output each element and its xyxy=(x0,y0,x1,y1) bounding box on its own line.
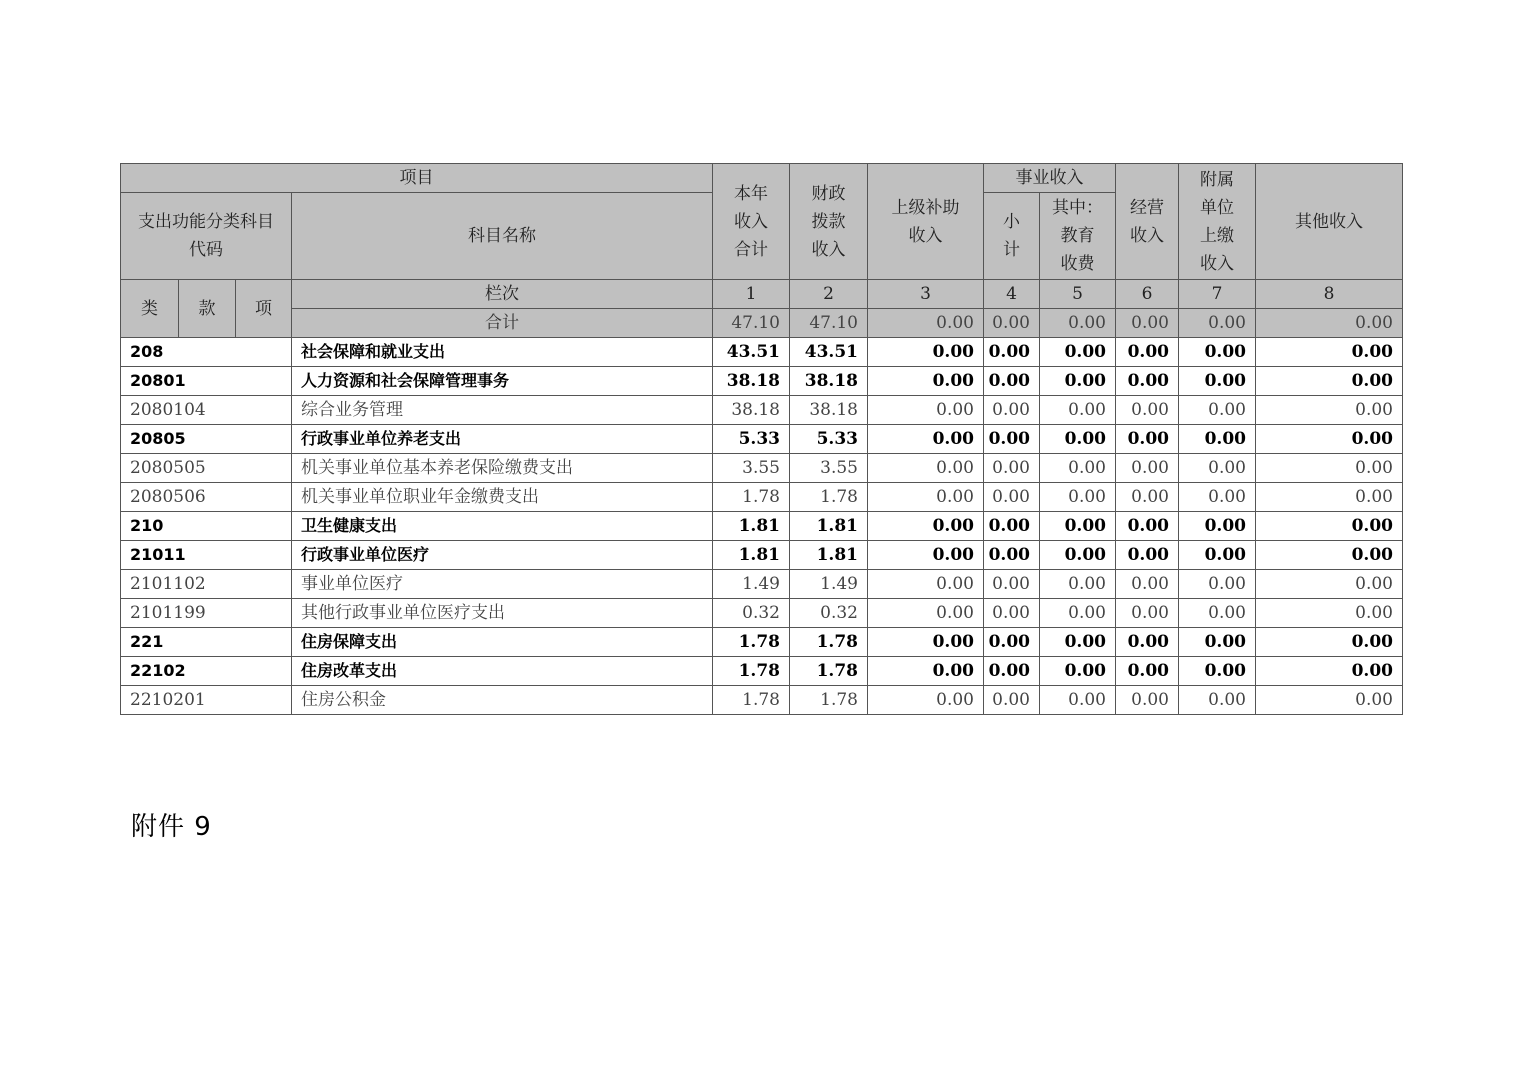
row-value: 0.00 xyxy=(1040,338,1116,367)
row-code: 208 xyxy=(121,338,292,367)
row-subject-name: 行政事业单位养老支出 xyxy=(292,425,713,454)
header-subtotal xyxy=(984,193,1040,280)
header-line: 小 xyxy=(1003,212,1020,232)
header-line: 上级补助 xyxy=(891,197,960,218)
col-number-1: 1 xyxy=(713,280,790,309)
row-code: 2080506 xyxy=(121,483,292,512)
row-value: 1.81 xyxy=(713,512,790,541)
row-value: 0.00 xyxy=(868,425,984,454)
row-value: 0.32 xyxy=(713,599,790,628)
header-kuan: 款 xyxy=(179,280,236,338)
total-value: 0.00 xyxy=(1040,309,1116,338)
row-value: 0.00 xyxy=(1040,686,1116,715)
row-value: 1.78 xyxy=(713,686,790,715)
row-subject-name: 机关事业单位基本养老保险缴费支出 xyxy=(292,454,713,483)
row-value: 0.00 xyxy=(984,338,1040,367)
total-value: 0.00 xyxy=(1179,309,1256,338)
row-value: 0.00 xyxy=(1179,570,1256,599)
row-value: 0.00 xyxy=(1179,367,1256,396)
row-value: 0.00 xyxy=(1040,454,1116,483)
table-row xyxy=(121,454,1403,483)
row-value: 1.78 xyxy=(713,657,790,686)
row-value: 38.18 xyxy=(713,367,790,396)
row-subject-name: 行政事业单位医疗 xyxy=(292,541,713,570)
row-value: 0.00 xyxy=(1116,483,1179,512)
table-row xyxy=(121,657,1403,686)
total-value: 47.10 xyxy=(713,309,790,338)
table-row xyxy=(121,338,1403,367)
total-value: 0.00 xyxy=(1116,309,1179,338)
row-value: 0.00 xyxy=(1040,657,1116,686)
row-value: 0.00 xyxy=(1116,657,1179,686)
row-value: 0.00 xyxy=(1040,512,1116,541)
row-value: 0.00 xyxy=(1116,425,1179,454)
row-value: 0.00 xyxy=(1179,338,1256,367)
row-value: 0.00 xyxy=(1179,541,1256,570)
header-line: 合计 xyxy=(734,239,768,260)
row-code: 2101102 xyxy=(121,570,292,599)
row-value: 0.00 xyxy=(868,599,984,628)
row-value: 0.00 xyxy=(1256,483,1403,512)
header-line: 拨款 xyxy=(811,211,846,232)
income-table xyxy=(120,163,1403,715)
row-value: 0.00 xyxy=(1116,599,1179,628)
row-value: 0.00 xyxy=(984,657,1040,686)
row-value: 0.00 xyxy=(1256,338,1403,367)
row-value: 1.78 xyxy=(713,483,790,512)
row-value: 0.00 xyxy=(1116,628,1179,657)
row-subject-name: 卫生健康支出 xyxy=(292,512,713,541)
row-value: 3.55 xyxy=(713,454,790,483)
row-value: 1.78 xyxy=(790,686,868,715)
header-education-fees xyxy=(1040,193,1116,280)
row-value: 0.00 xyxy=(1179,483,1256,512)
header-xiangmu: 项目 xyxy=(121,164,713,193)
row-value: 0.00 xyxy=(868,657,984,686)
row-code: 2080104 xyxy=(121,396,292,425)
table-row xyxy=(121,599,1403,628)
row-value: 0.00 xyxy=(984,628,1040,657)
header-line: 收入 xyxy=(734,211,768,232)
row-code: 2210201 xyxy=(121,686,292,715)
table-row xyxy=(121,483,1403,512)
row-value: 0.00 xyxy=(1040,628,1116,657)
header-line: 单位 xyxy=(1200,197,1234,218)
row-value: 0.00 xyxy=(984,454,1040,483)
row-value: 43.51 xyxy=(713,338,790,367)
row-value: 0.00 xyxy=(1179,425,1256,454)
total-value: 0.00 xyxy=(984,309,1040,338)
row-value: 0.00 xyxy=(1179,396,1256,425)
table-row xyxy=(121,686,1403,715)
row-value: 0.00 xyxy=(1256,541,1403,570)
row-value: 0.00 xyxy=(868,686,984,715)
row-value: 0.00 xyxy=(1179,512,1256,541)
row-value: 1.81 xyxy=(790,541,868,570)
row-value: 1.78 xyxy=(790,657,868,686)
row-code: 20805 xyxy=(121,425,292,454)
table-row xyxy=(121,396,1403,425)
row-value: 0.00 xyxy=(1040,599,1116,628)
total-row xyxy=(121,309,1403,338)
header-other-income: 其他收入 xyxy=(1256,164,1403,280)
row-value: 0.00 xyxy=(1116,570,1179,599)
header-line: 计 xyxy=(1003,240,1020,260)
row-value: 0.00 xyxy=(868,367,984,396)
row-value: 0.00 xyxy=(1116,512,1179,541)
header-lanci: 栏次 xyxy=(292,280,713,309)
row-value: 0.00 xyxy=(1256,686,1403,715)
row-value: 0.00 xyxy=(868,338,984,367)
row-value: 1.78 xyxy=(713,628,790,657)
table-row xyxy=(121,570,1403,599)
header-line: 收入 xyxy=(1130,225,1164,246)
row-value: 1.78 xyxy=(790,628,868,657)
row-value: 1.49 xyxy=(790,570,868,599)
header-row-1 xyxy=(121,164,1403,193)
row-value: 0.00 xyxy=(1179,628,1256,657)
header-total-income xyxy=(713,164,790,280)
row-value: 0.00 xyxy=(1256,628,1403,657)
col-number-8: 8 xyxy=(1256,280,1403,309)
row-value: 0.00 xyxy=(984,541,1040,570)
header-line: 经营 xyxy=(1130,197,1164,218)
header-line: 本年 xyxy=(734,183,768,204)
header-code-group: 支出功能分类科目代码 xyxy=(121,193,292,280)
row-code: 2080505 xyxy=(121,454,292,483)
table-row xyxy=(121,628,1403,657)
row-value: 0.00 xyxy=(1179,599,1256,628)
row-value: 0.00 xyxy=(1116,396,1179,425)
row-subject-name: 事业单位医疗 xyxy=(292,570,713,599)
header-superior-subsidy xyxy=(868,164,984,280)
row-code: 2101199 xyxy=(121,599,292,628)
row-code: 22102 xyxy=(121,657,292,686)
table-row xyxy=(121,425,1403,454)
header-line: 上缴 xyxy=(1200,225,1234,246)
row-value: 38.18 xyxy=(790,396,868,425)
row-subject-name: 社会保障和就业支出 xyxy=(292,338,713,367)
row-value: 0.00 xyxy=(868,570,984,599)
row-value: 0.00 xyxy=(868,541,984,570)
row-value: 1.81 xyxy=(713,541,790,570)
header-line: 教育 xyxy=(1060,226,1095,246)
total-value: 0.00 xyxy=(1256,309,1403,338)
row-value: 0.00 xyxy=(868,483,984,512)
row-value: 0.00 xyxy=(984,396,1040,425)
col-number-4: 4 xyxy=(984,280,1040,309)
row-value: 0.00 xyxy=(1040,425,1116,454)
total-value: 47.10 xyxy=(790,309,868,338)
row-value: 0.00 xyxy=(1256,367,1403,396)
row-value: 0.00 xyxy=(1256,570,1403,599)
header-line: 附属 xyxy=(1200,169,1234,190)
attachment-label: 附件 9 xyxy=(131,812,212,842)
row-value: 0.00 xyxy=(1256,512,1403,541)
row-value: 5.33 xyxy=(713,425,790,454)
row-value: 0.00 xyxy=(868,512,984,541)
row-value: 0.00 xyxy=(1040,541,1116,570)
row-value: 0.00 xyxy=(984,367,1040,396)
table-row xyxy=(121,512,1403,541)
row-value: 1.49 xyxy=(713,570,790,599)
row-value: 0.00 xyxy=(1116,367,1179,396)
row-value: 0.00 xyxy=(984,599,1040,628)
row-value: 0.00 xyxy=(1116,686,1179,715)
row-code: 210 xyxy=(121,512,292,541)
header-line: 财政 xyxy=(811,183,846,204)
row-subject-name: 住房改革支出 xyxy=(292,657,713,686)
row-value: 43.51 xyxy=(790,338,868,367)
row-value: 0.00 xyxy=(1116,454,1179,483)
row-subject-name: 住房公积金 xyxy=(292,686,713,715)
row-value: 0.00 xyxy=(984,570,1040,599)
row-value: 0.32 xyxy=(790,599,868,628)
row-value: 0.00 xyxy=(1256,599,1403,628)
header-row-3 xyxy=(121,280,1403,309)
row-value: 0.00 xyxy=(1040,570,1116,599)
col-number-3: 3 xyxy=(868,280,984,309)
header-affiliate-income xyxy=(1179,164,1256,280)
row-value: 0.00 xyxy=(984,425,1040,454)
row-value: 0.00 xyxy=(868,454,984,483)
row-value: 0.00 xyxy=(1040,483,1116,512)
row-subject-name: 综合业务管理 xyxy=(292,396,713,425)
col-number-5: 5 xyxy=(1040,280,1116,309)
row-value: 0.00 xyxy=(868,396,984,425)
row-value: 1.81 xyxy=(790,512,868,541)
table-row xyxy=(121,367,1403,396)
header-fiscal-allocation xyxy=(790,164,868,280)
header-line: 其中： xyxy=(1052,198,1103,218)
row-value: 0.00 xyxy=(1256,454,1403,483)
row-code: 21011 xyxy=(121,541,292,570)
row-code: 221 xyxy=(121,628,292,657)
row-subject-name: 住房保障支出 xyxy=(292,628,713,657)
row-value: 38.18 xyxy=(790,367,868,396)
row-subject-name: 机关事业单位职业年金缴费支出 xyxy=(292,483,713,512)
header-subject-name: 科目名称 xyxy=(292,193,713,280)
row-value: 1.78 xyxy=(790,483,868,512)
total-label: 合计 xyxy=(292,309,713,338)
row-subject-name: 人力资源和社会保障管理事务 xyxy=(292,367,713,396)
row-code: 20801 xyxy=(121,367,292,396)
header-business-income: 事业收入 xyxy=(984,164,1116,193)
row-value: 0.00 xyxy=(1040,396,1116,425)
table-row xyxy=(121,541,1403,570)
row-value: 0.00 xyxy=(868,628,984,657)
row-value: 0.00 xyxy=(1040,367,1116,396)
header-lei: 类 xyxy=(121,280,179,338)
row-value: 0.00 xyxy=(1179,657,1256,686)
row-value: 5.33 xyxy=(790,425,868,454)
row-value: 0.00 xyxy=(1256,657,1403,686)
row-subject-name: 其他行政事业单位医疗支出 xyxy=(292,599,713,628)
row-value: 0.00 xyxy=(984,483,1040,512)
row-value: 0.00 xyxy=(1179,686,1256,715)
row-value: 0.00 xyxy=(1116,541,1179,570)
row-value: 3.55 xyxy=(790,454,868,483)
header-line: 收费 xyxy=(1060,254,1095,274)
row-value: 0.00 xyxy=(984,686,1040,715)
row-value: 0.00 xyxy=(1256,396,1403,425)
header-line: 收入 xyxy=(1200,253,1234,274)
header-line: 收入 xyxy=(908,225,943,246)
col-number-2: 2 xyxy=(790,280,868,309)
header-line: 收入 xyxy=(811,239,846,260)
col-number-6: 6 xyxy=(1116,280,1179,309)
header-xiang: 项 xyxy=(236,280,292,338)
row-value: 0.00 xyxy=(1256,425,1403,454)
row-value: 0.00 xyxy=(1116,338,1179,367)
row-value: 0.00 xyxy=(1179,454,1256,483)
total-value: 0.00 xyxy=(868,309,984,338)
col-number-7: 7 xyxy=(1179,280,1256,309)
row-value: 0.00 xyxy=(984,512,1040,541)
header-operating-income xyxy=(1116,164,1179,280)
row-value: 38.18 xyxy=(713,396,790,425)
